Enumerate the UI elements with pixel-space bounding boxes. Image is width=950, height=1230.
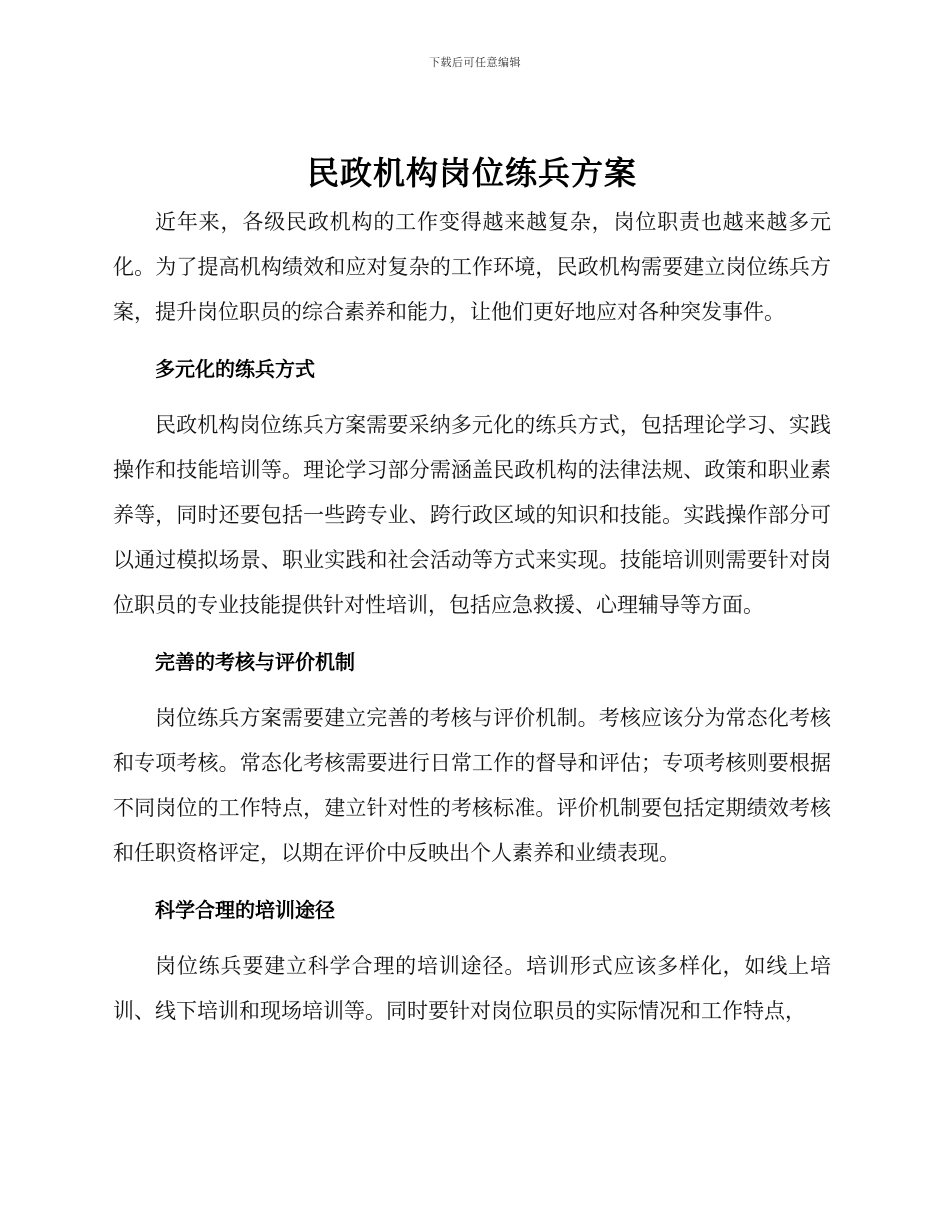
section-heading-training-methods: 多元化的练兵方式: [155, 357, 315, 381]
header-note: 下载后可任意编辑: [429, 56, 521, 69]
intro-paragraph: 近年来，各级民政机构的工作变得越来越复杂，岗位职责也越来越多元化。为了提高机构绩效和应对复杂的工作环境，民政机构需要建立岗位练兵方案，提升岗位职员的综合素养和能力，让他们更好地应对各种突发事件。: [113, 210, 831, 324]
section-body-assessment: 岗位练兵方案需要建立完善的考核与评价机制。考核应该分为常态化考核和专项考核。常态化考核需要进行日常工作的督导和评估；专项考核则要根据不同岗位的工作特点，建立针对性的考核标准。评价机制要包括定期绩效考核和任职资格评定，以期在评价中反映出个人素养和业绩表现。: [113, 706, 831, 865]
section-heading-assessment: 完善的考核与评价机制: [155, 650, 355, 674]
section-body-training-methods: 民政机构岗位练兵方案需要采纳多元化的练兵方式，包括理论学习、实践操作和技能培训等。理论学习部分需涵盖民政机构的法律法规、政策和职业素养等，同时还要包括一些跨专业、跨行政区域的知识和技能。实践操作部分可以通过模拟场景、职业实践和社会活动等方式来实现。技能培训则需要针对岗位职员的专业技能提供针对性培训，包括应急救援、心理辅导等方面。: [113, 413, 831, 617]
document-title: 民政机构岗位练兵方案: [306, 154, 637, 192]
section-heading-training-paths: 科学合理的培训途径: [155, 898, 335, 922]
section-body-training-paths: 岗位练兵要建立科学合理的培训途径。培训形式应该多样化，如线上培训、线下培训和现场培训等。同时要针对岗位职员的实际情况和工作特点，: [113, 954, 831, 1023]
document-content: [113, 150, 831, 1034]
